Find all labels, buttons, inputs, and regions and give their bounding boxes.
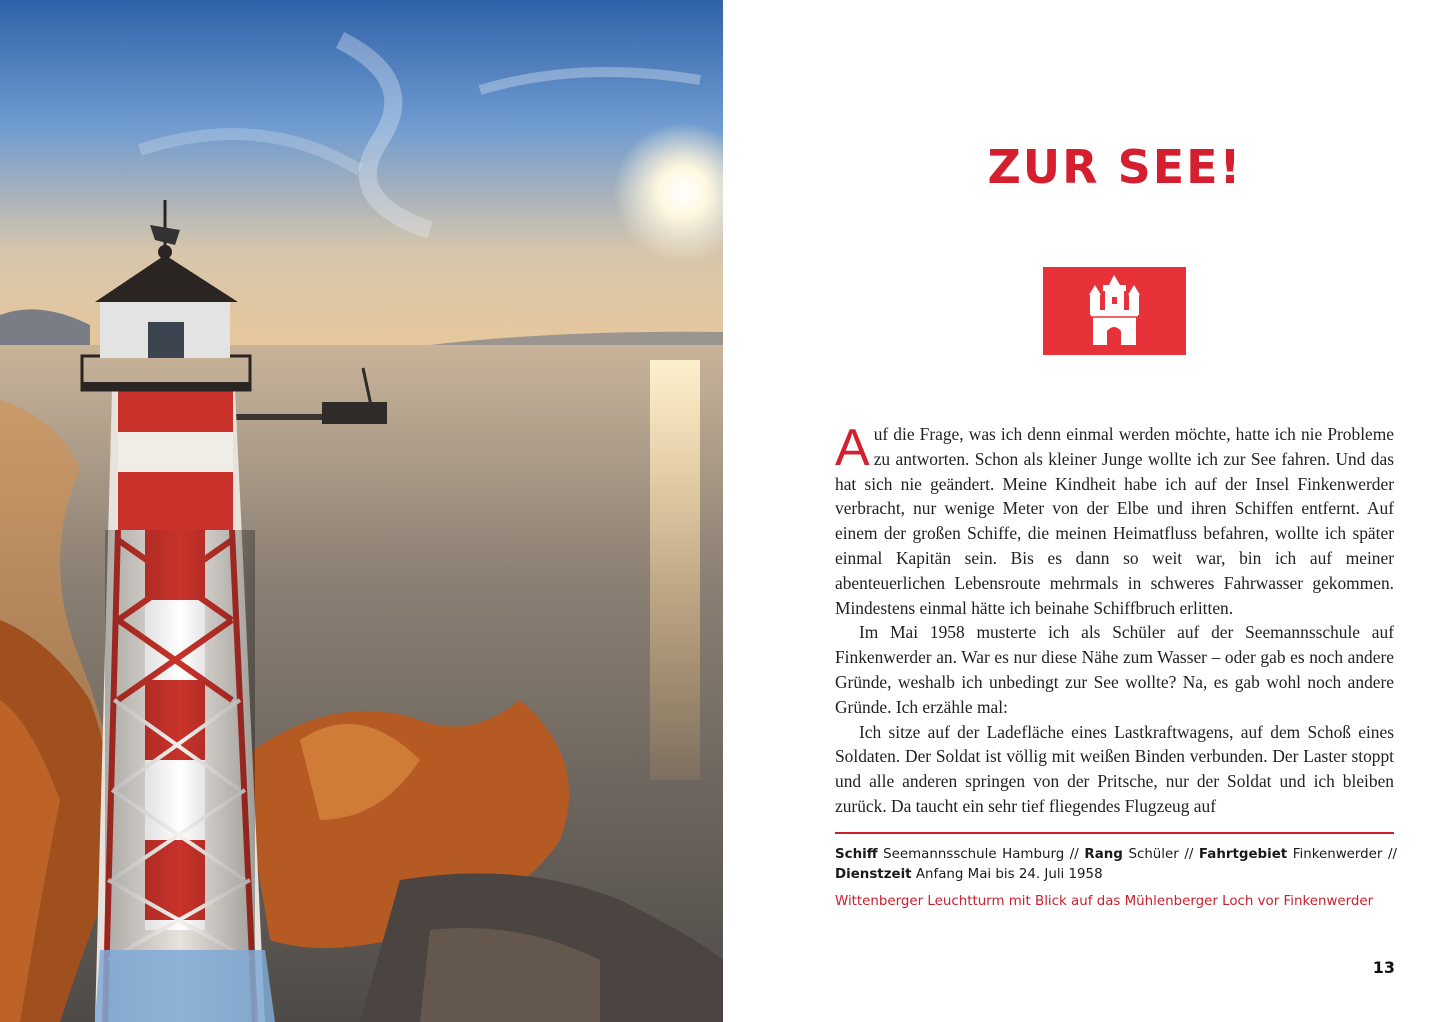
page-number: 13 (1372, 958, 1395, 977)
chapter-title: ZUR SEE! (987, 140, 1243, 194)
paragraph-2: Im Mai 1958 musterte ich als Schüler auf der Seemannsschule auf Finkenwerder an. War es nur diese Nähe zum Wasser – oder gab es noch andere Gründe, weshalb ich unbedingt zur See wollte? Na, es gab wohl noch andere Gründe. Ich erzähle mal: (835, 622, 1394, 717)
body-text (835, 419, 1394, 819)
photo-caption: Wittenberger Leuchtturm mit Blick auf das Mühlenberger Loch vor Finkenwerder (835, 894, 1374, 909)
hamburg-flag-icon (1043, 267, 1186, 355)
ship-label: Schiff (835, 847, 878, 862)
drop-cap: A (835, 419, 870, 477)
area-value: Finkenwerder // (1292, 847, 1397, 862)
paragraph-1-text: uf die Frage, was ich denn einmal werden möchte, hatte ich nie Probleme zu antworten. Schon als kleiner Junge wollte ich zur See fahren. Und das hat sich nie geändert. Meine Kindheit habe ich auf der Insel Finkenwerder verbracht, nur wenige Meter von der Elbe und ihren Schiffen entfernt. Auf einem der großen Schiffe, die meinen Heimatfluss befahren, wollte ich später einmal Kapitän sein. Bis es dann so weit war, bin ich auf meiner abenteuerlichen Lebensroute mehrmals in schweres Fahrwasser gekommen. Mindestens einmal hätte ich beinahe Schiffbruch erlitten. (835, 424, 1394, 618)
paragraph-3: Ich sitze auf der Ladefläche eines Lastkraftwagens, auf dem Schoß eines Soldaten. Der Soldat ist völlig mit weißen Binden verbunden. Der Laster stoppt und alle anderen springen von der Pritsche, nur der Soldat und ich bleiben zurück. Da taucht ein sehr tief fliegendes Flugzeug auf (835, 721, 1394, 816)
divider-rule (835, 832, 1394, 834)
service-value: Anfang Mai bis 24. Juli 1958 (915, 867, 1103, 882)
text-page (723, 0, 1445, 1022)
rank-label: Rang (1084, 847, 1123, 862)
rank-value: Schüler // (1128, 847, 1194, 862)
paragraph-1 (835, 419, 1394, 620)
service-info (835, 845, 1397, 885)
ship-value: Seemannsschule Hamburg // (883, 847, 1079, 862)
area-label: Fahrtgebiet (1198, 847, 1288, 862)
service-label: Dienstzeit (835, 867, 912, 882)
